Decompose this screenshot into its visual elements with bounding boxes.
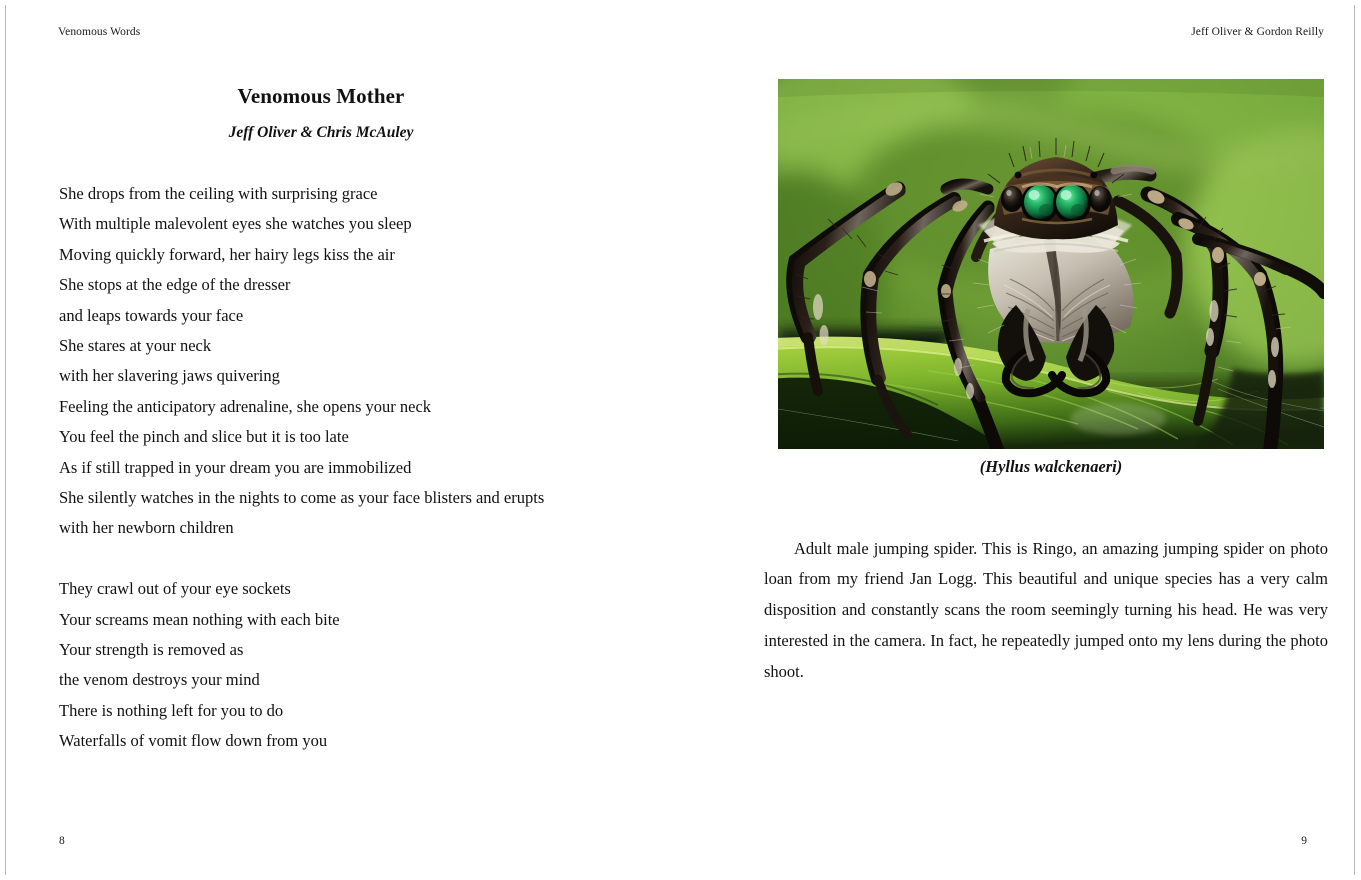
poem-line: Feeling the anticipatory adrenaline, she opens your neck (59, 396, 432, 416)
poem-line: There is nothing left for you to do (59, 700, 284, 720)
poem-line: She silently watches in the nights to come as your face blisters and erupts (59, 488, 545, 508)
poem-line: Your strength is removed as (59, 640, 244, 660)
poem-byline: Jeff Oliver & Chris McAuley (228, 124, 414, 141)
photo-note-paragraph: Adult male jumping spider. This is Ringo, an amazing jumping spider on photo loan from my friend Jan Logg. This beautiful and unique species has a very calm disposition and constantly scans the room seemingly turning his head. He was very interested in the camera. In fact, he repeatedly jumped onto my lens during the photo shoot. (764, 538, 1328, 681)
poem-line: You feel the pinch and slice but it is too late (59, 427, 349, 447)
jumping-spider-photo (778, 79, 1324, 449)
running-head-left: Venomous Words (58, 26, 141, 38)
poem-line: with her slavering jaws quivering (59, 366, 280, 386)
poem-line: the venom destroys your mind (59, 670, 260, 690)
poem-line: and leaps towards your face (59, 305, 244, 325)
page-number-right: 9 (1301, 835, 1307, 847)
poem-line: Waterfalls of vomit flow down from you (59, 731, 328, 751)
photo-caption: (Hyllus walckenaeri) (979, 457, 1123, 476)
poem-line: She drops from the ceiling with surprising grace (59, 184, 378, 203)
running-head-right: Jeff Oliver & Gordon Reilly (1191, 26, 1324, 38)
poem-line: with her newborn children (59, 518, 234, 538)
poem-stanza (59, 574, 669, 756)
book-page-spread (5, 5, 1355, 875)
poem-title: Venomous Mother (237, 84, 405, 108)
poem-line: Your screams mean nothing with each bite (59, 609, 340, 629)
poem-line: Moving quickly forward, her hairy legs kiss the air (59, 244, 395, 264)
poem-line: They crawl out of your eye sockets (59, 579, 291, 599)
poem-stanza (59, 179, 669, 544)
jumping-spider-illustration (778, 79, 1324, 449)
poem-line: With multiple malevolent eyes she watches you sleep (59, 214, 412, 234)
poem-line: She stares at your neck (59, 336, 212, 356)
poem-column (59, 75, 669, 757)
poem-line: As if still trapped in your dream you are immobilized (59, 457, 412, 477)
page-number-left: 8 (59, 835, 65, 847)
poem-line: She stops at the edge of the dresser (59, 275, 291, 295)
